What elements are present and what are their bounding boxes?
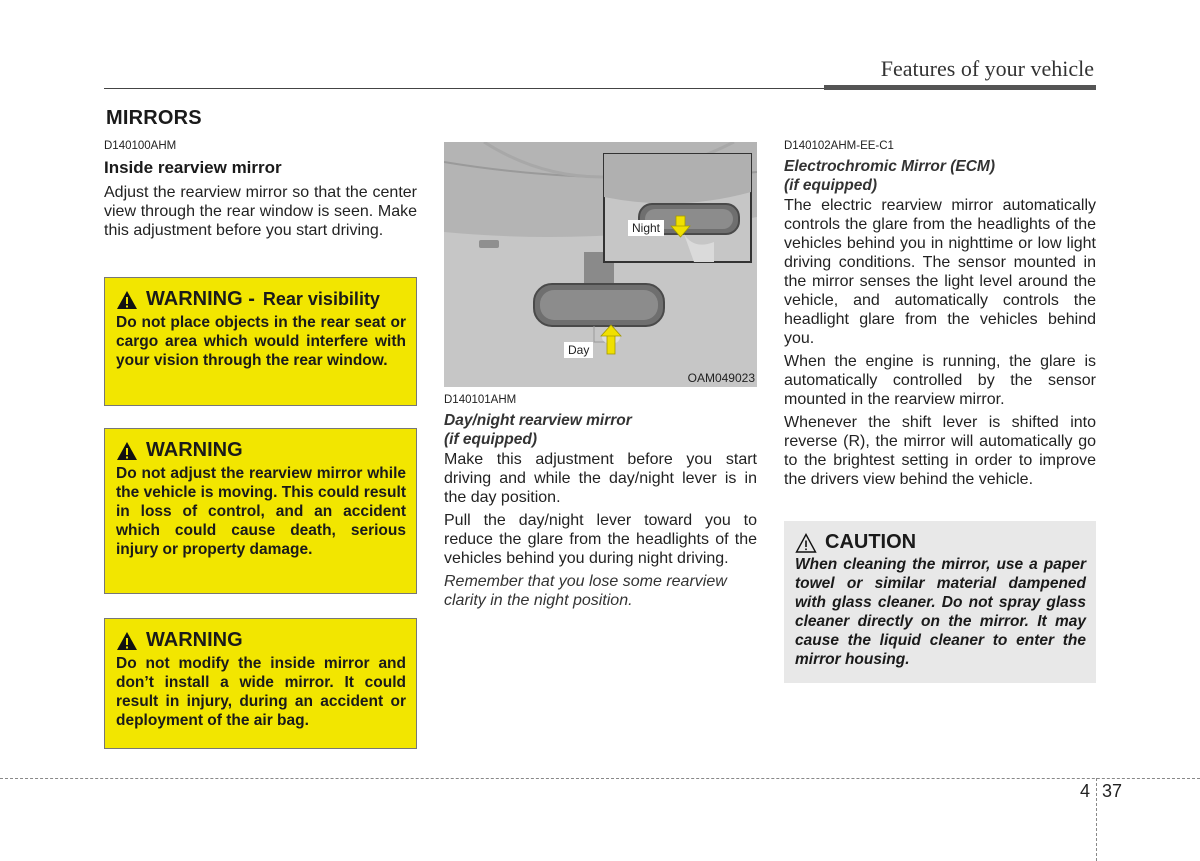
subsection-heading: Inside rearview mirror (104, 158, 282, 177)
italic-note: Remember that you lose some rearview clarity in the night position. (444, 573, 727, 609)
body-paragraph: Pull the day/night lever toward you to reduce the glare from the headlights of the vehicles behind you during night driving. (444, 512, 757, 567)
caution-label: CAUTION (825, 531, 917, 553)
warning-text: Do not place objects in the rear seat or cargo area which would interfere with your vision through the rear window. (116, 314, 406, 369)
figure-id: OAM049023 (687, 371, 755, 385)
subsection-heading-qualifier: (if equipped) (444, 431, 537, 448)
column-1 (104, 140, 417, 240)
header-accent-bar (824, 85, 1096, 90)
warning-text: Do not modify the inside mirror and don’t install a wide mirror. It could result in injury, during an accident or deployment of the air bag. (116, 655, 406, 729)
footer-page-separator (1096, 778, 1097, 861)
subsection-heading: Electrochromic Mirror (ECM) (784, 158, 996, 175)
warning-label: WARNING (146, 629, 243, 651)
mirror-illustration (444, 142, 757, 387)
body-paragraph: When the engine is running, the glare is automatically controlled by the sensor mounted in the rearview mirror. (784, 353, 1096, 408)
caution-box-cleaning (784, 521, 1096, 683)
caution-text: When cleaning the mirror, use a paper towel or similar material dampened with glass cleaner. Do not spray glass cleaner directly on the mirror. It may cause the liquid cleaner to enter the mirror housing. (795, 556, 1086, 668)
rearview-mirror-drawing (444, 142, 757, 387)
caution-triangle-icon (795, 533, 817, 553)
day-label: Day (564, 342, 593, 358)
column-2 (444, 394, 757, 610)
body-paragraph: The electric rearview mirror automatically controls the glare from the headlights of the vehicles behind you in nighttime or low light driving conditions. The sensor mounted in the mirror senses the light level around the vehicle, and automatically controls the headlight glare from the vehicles behind you. (784, 197, 1096, 347)
warning-text: Do not adjust the rearview mirror while the vehicle is moving. This could result in loss of control, and an accident which could cause death, serious injury or property damage. (116, 465, 406, 558)
page-header-title: Features of your vehicle (880, 56, 1094, 81)
section-title: MIRRORS (106, 107, 202, 129)
page-number: 37 (1102, 781, 1123, 801)
column-3 (784, 140, 1096, 493)
body-text (444, 450, 757, 568)
night-label: Night (628, 220, 664, 236)
warning-triangle-icon (116, 631, 138, 651)
section-code: D140101AHM (444, 394, 517, 406)
chapter-number: 4 (1080, 781, 1091, 801)
warning-subtitle: Rear visibility (262, 289, 380, 309)
footer-divider (0, 778, 1200, 779)
warning-title (116, 288, 406, 311)
subsection-heading-qualifier: (if equipped) (784, 177, 877, 194)
warning-box-rear-visibility (104, 277, 417, 406)
caution-title (795, 531, 1086, 554)
body-paragraph: Adjust the rearview mirror so that the center view through the rear window is seen. Make this adjustment before you start driving. (104, 184, 417, 239)
warning-triangle-icon (116, 290, 138, 310)
warning-label: WARNING - (146, 288, 255, 310)
body-text (784, 196, 1096, 489)
warning-box-modify-mirror (104, 618, 417, 749)
body-paragraph: Whenever the shift lever is shifted into reverse (R), the mirror will automatically go to the brightest setting in order to improve the drivers view behind the vehicle. (784, 414, 1096, 488)
warning-title (116, 439, 406, 462)
warning-title (116, 629, 406, 652)
section-code: D140100AHM (104, 140, 177, 152)
body-paragraph: Make this adjustment before you start driving and while the day/night lever is in the day position. (444, 451, 757, 506)
warning-box-adjust-while-moving (104, 428, 417, 594)
warning-label: WARNING (146, 439, 243, 461)
warning-triangle-icon (116, 441, 138, 461)
subsection-heading: Day/night rearview mirror (444, 412, 632, 429)
section-code: D140102AHM-EE-C1 (784, 140, 894, 152)
